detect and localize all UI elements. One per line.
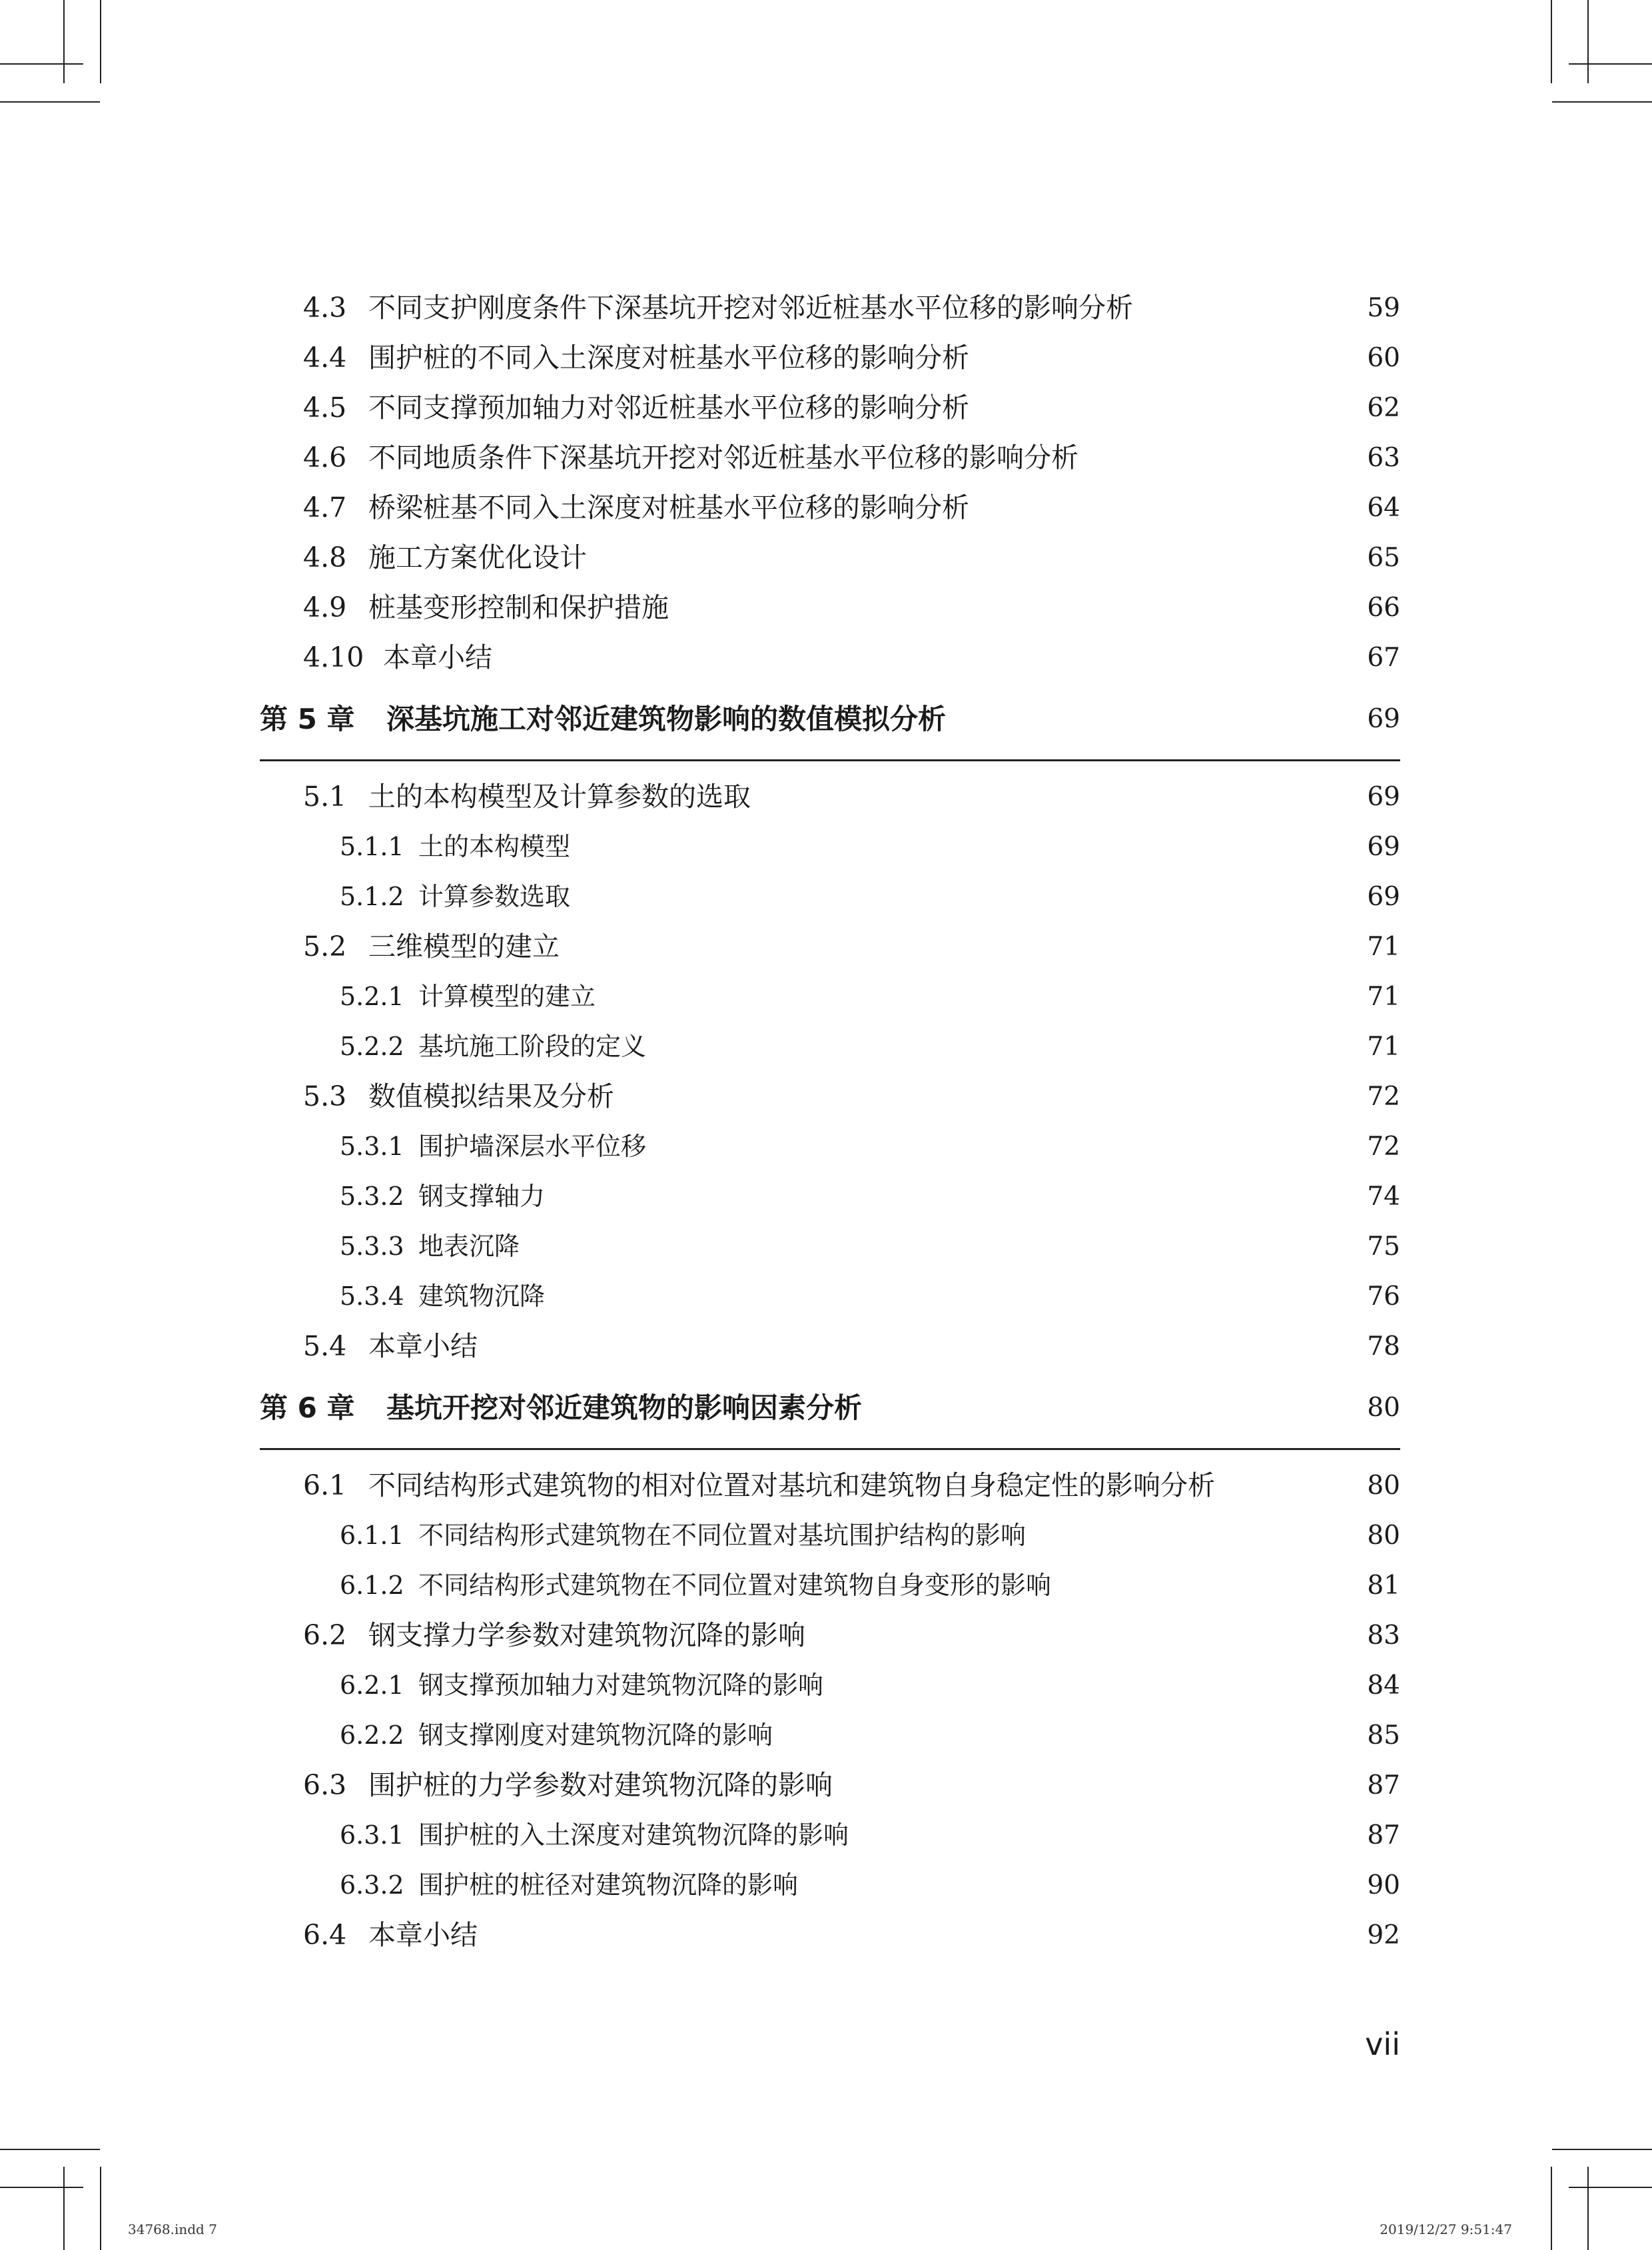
section-number: 5.1 [303,781,347,813]
section-title: 钢支撑轴力 [418,1182,546,1211]
chapter-title: 深基坑施工对邻近建筑物影响的数值模拟分析 [386,703,947,735]
toc-entry-6-3-2[interactable] [260,1860,1400,1910]
section-number: 4.4 [303,342,347,374]
toc-entry-5-3[interactable] [260,1072,1400,1122]
section-number: 4.10 [303,641,364,673]
page-number: 69 [1367,704,1400,734]
toc-entry-4-10[interactable] [260,633,1400,683]
section-number: 5.3.2 [340,1182,404,1211]
section-number: 6.1 [303,1469,347,1501]
section-number: 4.8 [303,542,347,573]
toc-entry-6-1-2[interactable] [260,1561,1400,1611]
crop-mark [0,63,83,65]
crop-mark [1551,0,1552,83]
page-number: 65 [1367,543,1400,573]
toc-entry-6-3[interactable] [260,1760,1400,1810]
toc-entry-5-3-3[interactable] [260,1222,1400,1272]
section-title: 土的本构模型及计算参数的选取 [368,781,751,813]
section-number: 5.3.1 [340,1132,404,1161]
page-number: 64 [1367,493,1400,523]
page-number: 87 [1367,1820,1400,1850]
table-of-contents [260,283,1400,1960]
crop-mark [100,0,101,83]
slug-timestamp: 2019/12/27 9:51:47 [1380,2221,1512,2237]
chapter-title: 基坑开挖对邻近建筑物的影响因素分析 [386,1391,863,1424]
section-number: 6.4 [303,1919,347,1951]
chapter-number: 第 5 章 [260,703,355,735]
section-title: 围护桩的力学参数对建筑物沉降的影响 [368,1769,833,1801]
toc-entry-6-1-1[interactable] [260,1511,1400,1561]
page-number: 83 [1367,1621,1400,1651]
page-number: 69 [1367,782,1400,812]
page-number: 72 [1367,1082,1400,1112]
toc-entry-5-3-1[interactable] [260,1122,1400,1172]
crop-mark [1569,63,1652,65]
section-number: 6.2.2 [340,1720,404,1750]
section-number: 5.2 [303,931,347,962]
toc-entry-4-6[interactable] [260,433,1400,483]
section-number: 4.3 [303,292,347,324]
section-number: 5.4 [303,1330,347,1362]
section-number: 6.2.1 [340,1671,404,1700]
toc-entry-5-4[interactable] [260,1321,1400,1371]
page-number: 81 [1367,1571,1400,1601]
section-title: 施工方案优化设计 [368,542,587,573]
page-number: 63 [1367,443,1400,473]
section-number: 6.3 [303,1769,347,1801]
page-number: 67 [1367,643,1400,673]
section-title: 围护桩的不同入土深度对桩基水平位移的影响分析 [368,342,969,374]
section-title: 土的本构模型 [418,832,571,861]
section-number: 4.7 [303,492,347,524]
section-number: 6.3.2 [340,1870,404,1900]
section-number: 4.5 [303,392,347,424]
crop-mark [1587,2167,1589,2250]
toc-entry-4-9[interactable] [260,583,1400,633]
crop-mark [0,2187,83,2188]
toc-entry-6-2-2[interactable] [260,1710,1400,1760]
section-title: 不同结构形式建筑物的相对位置对基坑和建筑物自身稳定性的影响分析 [368,1469,1215,1501]
crop-mark [63,0,65,83]
section-number: 5.2.1 [340,982,404,1011]
toc-chapter-6[interactable] [260,1375,1400,1450]
section-number: 5.3.4 [340,1282,404,1311]
toc-entry-5-3-2[interactable] [260,1172,1400,1222]
section-title: 三维模型的建立 [368,931,560,962]
section-number: 6.1.1 [340,1521,404,1550]
page-number: 60 [1367,343,1400,373]
crop-mark [1552,2149,1652,2150]
page-number: 80 [1367,1521,1400,1551]
toc-chapter-5[interactable] [260,687,1400,761]
section-number: 4.6 [303,442,347,474]
page-number: 80 [1367,1471,1400,1501]
toc-entry-4-3[interactable] [260,283,1400,333]
toc-entry-6-2-1[interactable] [260,1661,1400,1710]
toc-entry-5-1[interactable] [260,772,1400,822]
crop-mark [100,2167,101,2250]
section-title: 不同支护刚度条件下深基坑开挖对邻近桩基水平位移的影响分析 [368,292,1133,324]
page-number: 66 [1367,593,1400,623]
toc-entry-6-2[interactable] [260,1611,1400,1661]
page-number: 71 [1367,932,1400,962]
section-title: 围护桩的桩径对建筑物沉降的影响 [418,1870,799,1900]
page-number: 87 [1367,1770,1400,1800]
toc-entry-4-5[interactable] [260,383,1400,433]
section-title: 计算参数选取 [418,882,571,911]
toc-entry-5-1-2[interactable] [260,872,1400,922]
section-title: 本章小结 [368,1919,478,1951]
page-number: 72 [1367,1132,1400,1162]
crop-mark [1552,101,1652,103]
toc-entry-4-8[interactable] [260,533,1400,583]
page-number: 69 [1367,882,1400,912]
page-number: 71 [1367,1032,1400,1062]
section-number: 6.1.2 [340,1571,404,1600]
page-number: 75 [1367,1232,1400,1262]
toc-entry-5-2-1[interactable] [260,972,1400,1022]
page-number: 84 [1367,1671,1400,1700]
section-title: 计算模型的建立 [418,982,596,1011]
page-number: 85 [1367,1720,1400,1750]
toc-entry-6-3-1[interactable] [260,1810,1400,1860]
section-number: 4.9 [303,591,347,623]
page-number: 76 [1367,1282,1400,1312]
section-title: 钢支撑力学参数对建筑物沉降的影响 [368,1619,805,1651]
crop-mark [0,101,100,103]
section-number: 5.1.2 [340,882,404,911]
section-number: 6.2 [303,1619,347,1651]
section-number: 5.2.2 [340,1032,404,1061]
crop-mark [63,2167,65,2250]
page-number: 69 [1367,832,1400,862]
crop-mark [0,2149,100,2150]
page-number: 80 [1367,1393,1400,1423]
crop-mark [1587,0,1589,83]
crop-mark [1569,2187,1652,2188]
slug-filename: 34768.indd 7 [128,2221,217,2237]
section-title: 钢支撑预加轴力对建筑物沉降的影响 [418,1671,824,1700]
section-number: 6.3.1 [340,1820,404,1850]
page-number: 74 [1367,1182,1400,1212]
section-title: 基坑施工阶段的定义 [418,1032,647,1061]
toc-entry-5-2[interactable] [260,922,1400,972]
section-title: 不同结构形式建筑物在不同位置对基坑围护结构的影响 [418,1521,1027,1550]
section-title: 桥梁桩基不同入土深度对桩基水平位移的影响分析 [368,492,969,524]
section-title: 数值模拟结果及分析 [368,1080,614,1112]
toc-entry-4-7[interactable] [260,483,1400,533]
section-title: 本章小结 [368,1330,478,1362]
section-title: 围护桩的入土深度对建筑物沉降的影响 [418,1820,849,1850]
page-number: 90 [1367,1870,1400,1900]
section-title: 钢支撑刚度对建筑物沉降的影响 [418,1720,773,1750]
page-number: 92 [1367,1920,1400,1950]
section-title: 桩基变形控制和保护措施 [368,591,669,623]
page-folio: vii [1365,2026,1400,2062]
toc-entry-4-4[interactable] [260,333,1400,383]
section-title: 建筑物沉降 [418,1282,546,1311]
page-number: 59 [1367,293,1400,323]
chapter-number: 第 6 章 [260,1391,355,1424]
toc-entry-6-4[interactable] [260,1910,1400,1960]
section-title: 本章小结 [383,641,492,673]
section-title: 不同结构形式建筑物在不同位置对建筑物自身变形的影响 [418,1571,1052,1600]
section-title: 围护墙深层水平位移 [418,1132,647,1161]
page-number: 78 [1367,1331,1400,1361]
section-title: 地表沉降 [418,1232,520,1261]
section-number: 5.3.3 [340,1232,404,1261]
section-title: 不同支撑预加轴力对邻近桩基水平位移的影响分析 [368,392,969,424]
section-number: 5.3 [303,1080,347,1112]
toc-entry-5-3-4[interactable] [260,1272,1400,1321]
crop-mark [1551,2167,1552,2250]
toc-entry-6-1[interactable] [260,1461,1400,1511]
page-number: 62 [1367,393,1400,423]
toc-entry-5-2-2[interactable] [260,1022,1400,1072]
section-title: 不同地质条件下深基坑开挖对邻近桩基水平位移的影响分析 [368,442,1078,474]
section-number: 5.1.1 [340,832,404,861]
page-number: 71 [1367,982,1400,1012]
toc-entry-5-1-1[interactable] [260,822,1400,872]
